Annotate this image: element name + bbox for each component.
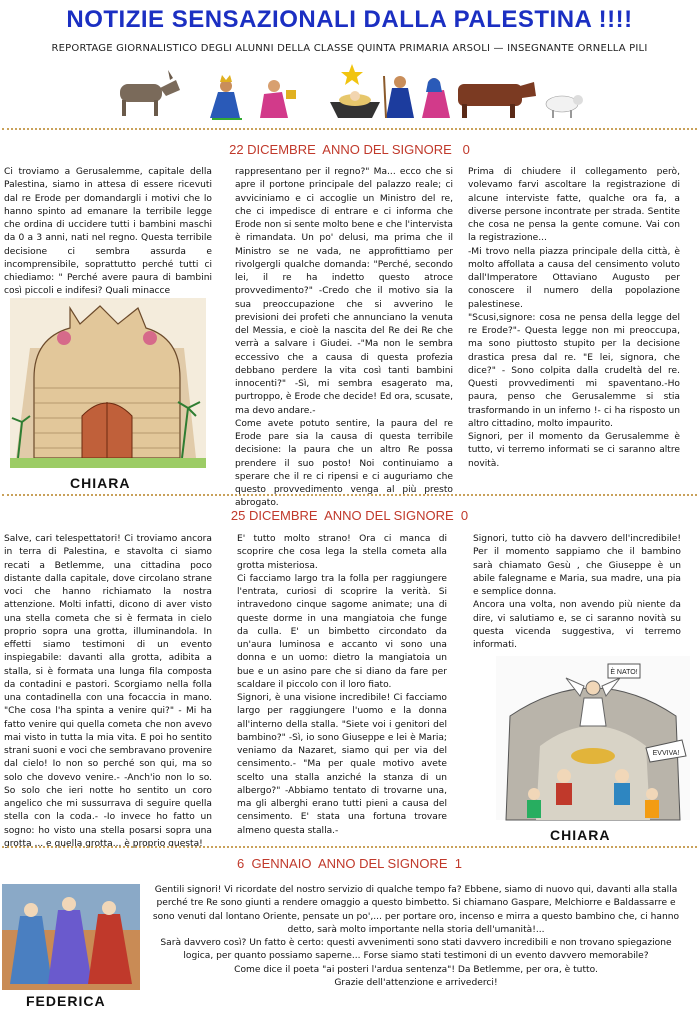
section-heading: 25 DICEMBRE ANNO DEL SIGNORE 0	[230, 508, 469, 523]
three-kings-drawing	[2, 884, 140, 990]
author-signature: FEDERICA	[26, 993, 106, 1009]
speech-bubble-text: È NATO!	[610, 669, 638, 676]
joseph-figure	[384, 76, 414, 118]
newspaper-title: NOTIZIE SENSAZIONALI DALLA PALESTINA !!!!	[66, 6, 633, 33]
ox-figure	[458, 82, 536, 118]
column-text: rappresentano per il regno?" Ma... ecco che si apre il portone principale del palazzo reale; ci avviciniamo e ci accoglie un Ministro del re, che ci impedisce di entrare e ci informa che Erode non si sente molto bene e che l'intervista è rimandata. Un po' delusi, ma prima che il Ministro se ne vada, ne approfittiamo per rivolgergli qualche domanda: "Perché, secondo lei, il re ha indetto questo atroce provvedimento?" -Credo che il motivo sia la sua preoccupazione che si avverino le previsioni dei profeti che annunciano la venuta del Messia, e cioè la nascita del Re dei Re che verrà a salvare i Giudei. -"Ma non le sembra eccessivo che a causa di questa profezia debbano perdere la vita così tanti bambini innocenti?" -Sì, mi sembra esagerato ma, purtroppo, è Erode che decide! Ed ora, scusate, ma devo andare.- Come avete potuto sentire, la paura del re Erode pare sia la causa di questa terribile decisione: la paura che un altro Re possa prendere il suo posto! Noi continuiamo a sperare che il re ci ripensi e ci auguriamo che questo provvedimento venga al più presto abrogato.	[235, 167, 453, 509]
column-text: Ci troviamo a Gerusalemme, capitale della Palestina, siamo in attesa di essere ricevuti dal re Erode per domandargli i motivi che lo hanno spinto ad emanare la terribile legge che ordina di uccidere tutti i bambini maschi da 0 a 3 anni, nati nel regno. Questa terribile decisione ci sembra assurda e incomprensibile, soprattutto perché tutti ci chiediamo: " Perché avere paura di bambini così piccoli e indifesi? Quali minacce	[4, 167, 212, 297]
column-text: Signori, tutto ciò ha davvero dell'incredibile! Per il momento sappiamo che il bambino sarà chiamato Gesù , che Giuseppe è un abile falegname e Maria, sua madre, una pia e semplice donna. Ancora una volta, non avendo più niente da dire, vi salutiamo e, se ci saranno novità su questa vicenda suggestiva, vi terremo informati.	[473, 534, 681, 650]
column-text: Salve, cari telespettatori! Ci troviamo ancora in terra di Palestina, e stavolta ci siamo recati a Betlemme, una cittadina poco distante dalla capitale, dove circolano strane voci che hanno richiamato la nostra attenzione. Molti infatti, dicono di aver visto una stella cometa che si è fermata in cielo proprio sopra una grotta, illuminandola. In effetti siamo testimoni di un evento inspiegabile: davanti alla grotta, adibita a stalla, si è formata una lunga fila composta da contadini e pastori. Scorgiamo nella folla una contadinella con una focaccia in mano. "Che cosa l'ha spinta a venire qui?" - Mi ha fatto venire qui quella cometa che non avevo mai visto in tutta la mia vita. E poi ho sentito strani suoni e voci che sembravano provenire dal cielo! Io non so perché son qui, ma so solo che dovevo venire.- -Anch'io non lo so. So solo che ieri notte ho sentito un coro angelico che mi sussurrava di seguire quella stella con la coda.- -Io invece ho fatto un sogno: ho visto una stella posarsi sopra una grotta ... e quella grotta... è proprio questa!	[4, 534, 212, 849]
section-heading: 22 DICEMBRE ANNO DEL SIGNORE 0	[229, 142, 470, 157]
donkey-figure	[120, 70, 180, 116]
article-column	[4, 166, 212, 298]
article-column	[468, 166, 680, 476]
section-divider	[2, 128, 697, 130]
column-text: Prima di chiudere il collegamento però, volevamo farvi ascoltare la registrazione di alcune interviste fatte, qualche ora fa, a diverse persone incontrate per strada. Sentite che cosa ne pensa la gente comune. Vai con la registrazione... -Mi trovo nella piazza principale della città, è molto affollata a causa del censimento voluto dall'Imperatore Ottaviano Augusto per conoscere il numero della popolazione palestinese. "Scusi,signore: cosa ne pensa della legge del re Erode?"- Questa legge non mi preoccupa, ma sono piuttosto stupito per la decisione drastica presa dal re. "E lei, signora, che dice?" - Sono colpita dalla crudeltà del re. Questi provvedimenti mi spaventano.-Ho paura, penso che Gerusalemme si stia trasformando in un inferno !- ci ha risposto un altro cittadino, molto impaurito. Signori, per il momento da Gerusalemme è tutto, vi terremo informati se ci saranno altre novità.	[468, 167, 680, 469]
manger-figure	[330, 91, 380, 118]
section-heading: 6 GENNAIO ANNO DEL SIGNORE 1	[237, 856, 462, 871]
sheep-figure	[546, 95, 583, 118]
nativity-drawing	[496, 656, 690, 820]
article-column	[473, 533, 681, 650]
article-text: Gentili signori! Vi ricordate del nostro servizio di qualche tempo fa? Ebbene, siamo di nuovo qui, davanti alla stalla perché tre Re sono giunti a rendere omaggio a questo bimbetto. Si chiamano Gaspare, Melchiorre e Baldassarre e sono venuti dal lontano Oriente, pensate un po',... per portare oro, incenso e mirra a questo bambino che, ci hanno detto, sarà molto importante nella storia dell'umanità!... Sarà davvero così? Un fatto è certo: questi avvenimenti sono stati davvero incredibili e non trovano spiegazione logica, per quanto possiamo saperne... Forse siamo stati testimoni di un evento davvero memorabile? Come dice il poeta "ai posteri l'ardua sentenza"! Da Betlemme, per ora, è tutto. Grazie dell'attenzione e arrivederci!	[152, 885, 680, 989]
section-divider	[2, 846, 697, 848]
article-column	[4, 533, 212, 849]
author-signature: CHIARA	[70, 475, 131, 491]
nativity-illustration	[110, 62, 590, 122]
castle-drawing	[10, 298, 206, 468]
article-column	[237, 533, 447, 837]
newspaper-subtitle: REPORTAGE GIORNALISTICO DEGLI ALUNNI DELLA CLASSE QUINTA PRIMARIA ARSOLI — INSEGNANTE ORNELLA PILI	[51, 43, 648, 54]
column-text: E' tutto molto strano! Ora ci manca di scoprire che cosa lega la stella cometa alla grotta misteriosa. Ci facciamo largo tra la folla per raggiungere l'entrata, curiosi di scoprire la verità. Si intravedono cinque sagome animate; una di queste dorme in una mangiatoia che funge da culla. E' un bimbetto circondato da un'aura luminosa e accanto vi sono una donna e un uomo: dietro la mangiatoia un bue e un asino pare che si diano da fare per scaldare il piccolo con il loro fiato. Signori, è una visione incredibile! Ci facciamo largo per raggiungere l'uomo e la donna all'interno della stalla. "Siete voi i genitori del bambino?" -Sì, io sono Giuseppe e lei è Maria; veniamo da Nazaret, siamo qui per via del censimento.- "Ma per quale motivo avete scelto una stalla anziché la stanza di un albergo?" -Abbiamo tentato di trovarne una, ma gli alberghi erano tutti pieni a causa del censimento. E' stata una fortuna trovare almeno questa stalla.-	[237, 534, 447, 836]
king-figure	[210, 75, 242, 120]
king-figure	[260, 80, 296, 118]
section-divider	[2, 494, 697, 496]
article-column	[235, 166, 453, 509]
mary-figure	[422, 78, 450, 118]
author-signature: CHIARA	[550, 827, 611, 843]
banner-text: EVVIVA!	[652, 750, 680, 757]
comet-star	[341, 64, 363, 85]
